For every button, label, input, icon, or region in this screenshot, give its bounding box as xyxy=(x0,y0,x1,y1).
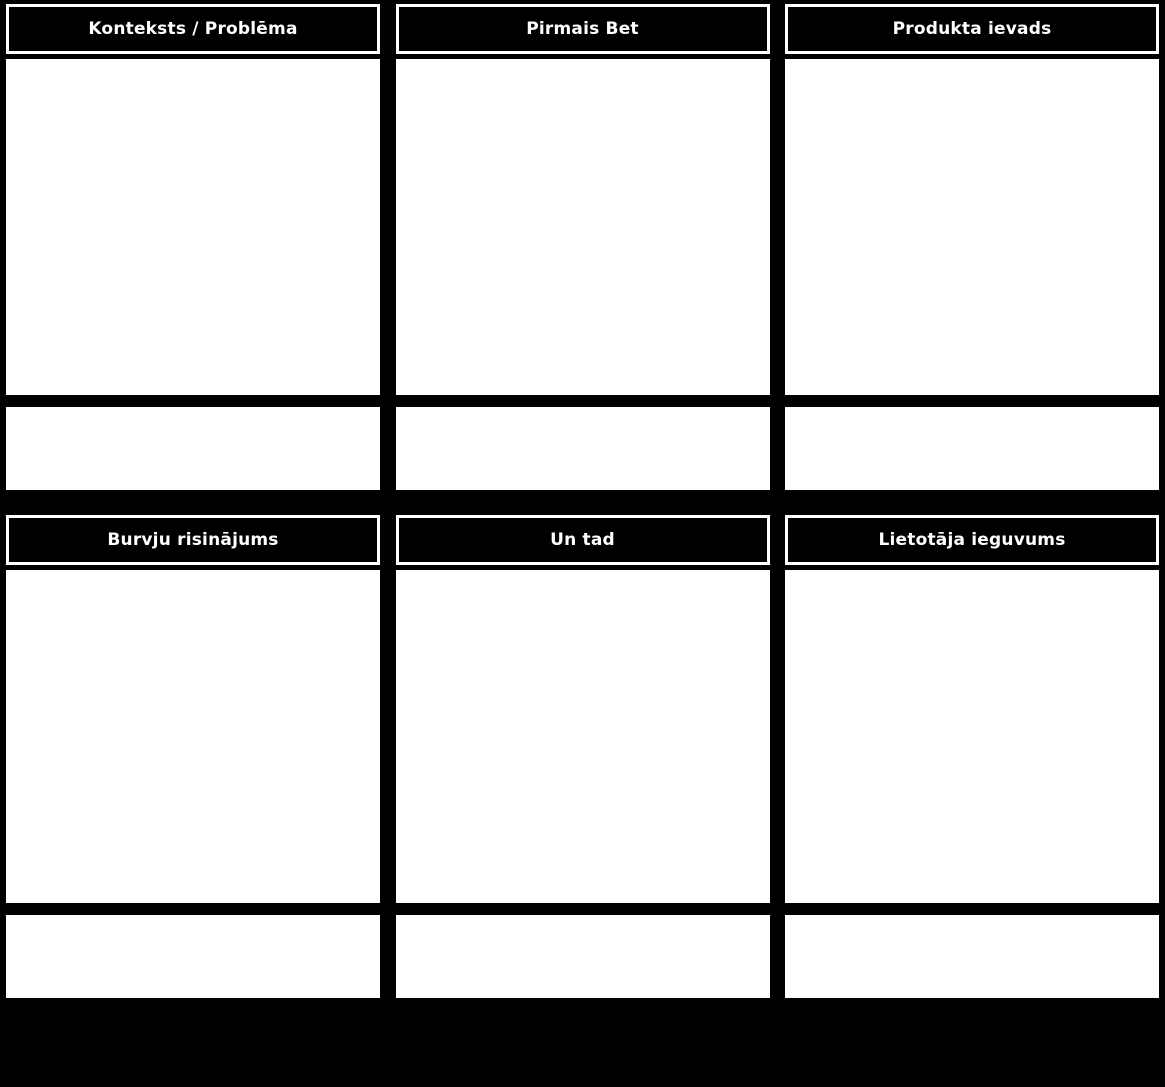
panel-notes-konteksts-problema[interactable] xyxy=(6,407,380,490)
panel-notes-un-tad[interactable] xyxy=(396,915,770,998)
row-divider xyxy=(6,490,1159,515)
panel-notes-lietotaja-ieguvums[interactable] xyxy=(785,915,1159,998)
storyboard-row-2 xyxy=(6,515,1159,998)
panel-title-lietotaja-ieguvums: Lietotāja ieguvums xyxy=(785,515,1159,565)
panel-title-burvju-risinajums: Burvju risinājums xyxy=(6,515,380,565)
storyboard-cell-lietotaja-ieguvums[interactable] xyxy=(785,515,1159,998)
panel-canvas-produkta-ievads[interactable] xyxy=(785,59,1159,395)
panel-canvas-burvju-risinajums[interactable] xyxy=(6,570,380,903)
storyboard-row-1 xyxy=(6,4,1159,490)
panel-title-konteksts-problema: Konteksts / Problēma xyxy=(6,4,380,54)
storyboard-cell-burvju-risinajums[interactable] xyxy=(6,515,380,998)
panel-canvas-pirmais-bet[interactable] xyxy=(396,59,770,395)
panel-notes-pirmais-bet[interactable] xyxy=(396,407,770,490)
storyboard-cell-pirmais-bet[interactable] xyxy=(396,4,770,490)
panel-canvas-lietotaja-ieguvums[interactable] xyxy=(785,570,1159,903)
panel-title-pirmais-bet: Pirmais Bet xyxy=(396,4,770,54)
storyboard-cell-konteksts-problema[interactable] xyxy=(6,4,380,490)
panel-title-un-tad: Un tad xyxy=(396,515,770,565)
storyboard-cell-produkta-ievads[interactable] xyxy=(785,4,1159,490)
panel-title-produkta-ievads: Produkta ievads xyxy=(785,4,1159,54)
panel-notes-burvju-risinajums[interactable] xyxy=(6,915,380,998)
panel-notes-produkta-ievads[interactable] xyxy=(785,407,1159,490)
panel-canvas-konteksts-problema[interactable] xyxy=(6,59,380,395)
storyboard-cell-un-tad[interactable] xyxy=(396,515,770,998)
panel-canvas-un-tad[interactable] xyxy=(396,570,770,903)
